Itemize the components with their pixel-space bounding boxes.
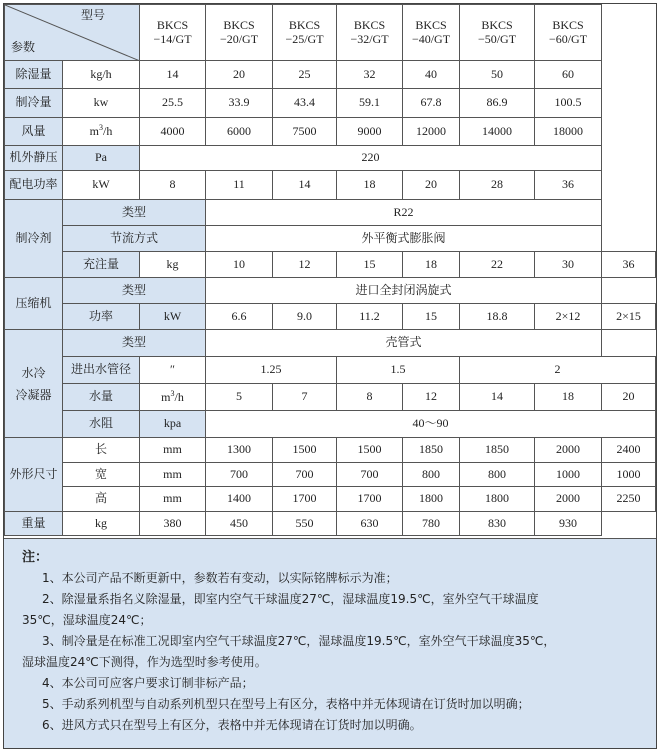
value-cell: 20 (403, 171, 460, 200)
row-condenser-water (5, 384, 656, 411)
value-cell: 1700 (273, 487, 337, 512)
value-cell: 2000 (535, 438, 602, 463)
value-cell: 15 (403, 304, 460, 330)
value-cell: 1.25 (206, 357, 337, 384)
value-cell: 1000 (535, 463, 602, 487)
unit-cell: mm (140, 438, 206, 463)
value-cell: 20 (206, 61, 273, 89)
value-cell: 1.5 (337, 357, 460, 384)
value-cell: 2000 (535, 487, 602, 512)
value-cell: 800 (460, 463, 535, 487)
value-cell: 22 (460, 252, 535, 278)
model-header-cell (403, 5, 460, 61)
value-cell: 2250 (602, 487, 656, 512)
row-condenser-pipe (5, 357, 656, 384)
row-dim-height (5, 487, 656, 512)
value-cell: 7 (273, 384, 337, 411)
value-cell: 2×15 (602, 304, 656, 330)
value-cell: 700 (273, 463, 337, 487)
value-cell: 36 (602, 252, 656, 278)
value-cell: 630 (337, 512, 403, 536)
model-name: BKCS (415, 18, 447, 33)
value-cell: 25.5 (140, 89, 206, 118)
unit-cell: kg (63, 512, 140, 536)
note-line: 6、进风方式只在型号上有区分，表格中并无体现请在订货时加以明确。 (42, 718, 422, 732)
value-cell: 14000 (460, 118, 535, 146)
value-cell: 2×12 (535, 304, 602, 330)
value-cell: 40～90 (206, 411, 656, 438)
note-line: 3、制冷量是在标准工况即室内空气干球温度27℃，湿球温度19.5℃，室外空气干球温度35℃， (42, 634, 556, 648)
value-cell: 1500 (337, 438, 403, 463)
value-cell: 700 (206, 463, 273, 487)
value-cell: 25 (273, 61, 337, 89)
value-cell: R22 (206, 200, 602, 226)
value-cell: 8 (140, 171, 206, 200)
row-compressor-type (5, 278, 656, 304)
unit-tail: /h (103, 124, 113, 139)
value-cell: 550 (273, 512, 337, 536)
header-row (5, 5, 656, 61)
value-cell: 18.8 (460, 304, 535, 330)
sub-label: 类型 (63, 330, 206, 357)
value-cell: 700 (337, 463, 403, 487)
value-cell: 86.9 (460, 89, 535, 118)
model-name: BKCS (223, 18, 255, 33)
note-line: 35℃，湿球温度24℃； (22, 613, 152, 627)
value-cell: 1000 (602, 463, 656, 487)
value-cell: 59.1 (337, 89, 403, 118)
group-label-refrigerant: 制冷剂 (5, 200, 63, 278)
value-cell: 1800 (460, 487, 535, 512)
sub-label: 高 (63, 487, 140, 512)
model-suffix: −20/GT (219, 31, 259, 46)
sub-label: 水阻 (63, 411, 140, 438)
sub-label: 节流方式 (63, 226, 206, 252)
row-cooling (5, 89, 656, 118)
row-condenser-type (5, 330, 656, 357)
row-static-pressure (5, 146, 656, 171)
model-header-cell (535, 5, 602, 61)
value-cell: 1400 (206, 487, 273, 512)
model-suffix: −25/GT (285, 31, 324, 46)
note-line: 2、除湿量系指名义除湿量，即室内空气干球温度27℃，湿球温度19.5℃，室外空气干球温度 (42, 592, 539, 606)
model-name: BKCS (288, 18, 321, 33)
model-header-cell (460, 5, 535, 61)
value-cell: 2400 (602, 438, 656, 463)
sub-label: 类型 (63, 200, 206, 226)
notes-title: 注： (22, 550, 49, 565)
row-label: 除湿量 (5, 61, 63, 89)
row-refrigerant-charge (5, 252, 656, 278)
sub-label: 水量 (63, 384, 140, 411)
unit-cell: kW (63, 171, 140, 200)
value-cell: 进口全封闭涡旋式 (206, 278, 602, 304)
value-cell: 50 (460, 61, 535, 89)
unit-cell (140, 384, 206, 411)
value-cell: 6.6 (206, 304, 273, 330)
note-line: 5、手动系列机型与自动系列机型只在型号上有区分，表格中并无体现请在订货时加以明确； (42, 697, 530, 711)
condenser-label-2: 冷凝器 (15, 387, 52, 402)
model-suffix: −50/GT (477, 31, 517, 46)
note-line: 4、本公司可应客户要求订制非标产品； (42, 676, 254, 690)
row-label: 机外静压 (5, 146, 63, 171)
model-name: BKCS (156, 18, 189, 33)
value-cell: 12 (273, 252, 337, 278)
group-label-condenser (5, 330, 63, 438)
value-cell: 33.9 (206, 89, 273, 118)
unit-cell: mm (140, 487, 206, 512)
unit-cell: kg (140, 252, 206, 278)
value-cell: 9.0 (273, 304, 337, 330)
value-cell: 100.5 (535, 89, 602, 118)
sub-label: 功率 (63, 304, 140, 330)
model-suffix: −32/GT (350, 31, 389, 46)
value-cell: 20 (602, 384, 656, 411)
value-cell: 2 (460, 357, 656, 384)
model-header-cell (140, 5, 206, 61)
model-header-cell (206, 5, 273, 61)
value-cell: 外平衡式膨胀阀 (206, 226, 602, 252)
value-cell: 32 (337, 61, 403, 89)
sub-label: 长 (63, 438, 140, 463)
row-power (5, 171, 656, 200)
value-cell: 1850 (460, 438, 535, 463)
value-cell: 11 (206, 171, 273, 200)
value-cell: 380 (140, 512, 206, 536)
row-label: 制冷量 (5, 89, 63, 118)
spec-table (4, 4, 656, 536)
value-cell: 8 (337, 384, 403, 411)
unit-base: m (161, 389, 171, 404)
value-cell: 9000 (337, 118, 403, 146)
group-label-dimensions: 外形尺寸 (5, 438, 63, 512)
value-cell: 220 (140, 146, 602, 171)
unit-cell: kg/h (63, 61, 140, 89)
value-cell: 12 (403, 384, 460, 411)
unit-base: m (89, 124, 99, 139)
sub-label: 类型 (63, 278, 206, 304)
value-cell: 67.8 (403, 89, 460, 118)
model-name: BKCS (353, 18, 386, 33)
row-compressor-power (5, 304, 656, 330)
value-cell: 450 (206, 512, 273, 536)
row-dim-width (5, 463, 656, 487)
value-cell: 28 (460, 171, 535, 200)
unit-cell: mm (140, 463, 206, 487)
row-weight (5, 512, 656, 536)
value-cell: 30 (535, 252, 602, 278)
value-cell: 12000 (403, 118, 460, 146)
row-dim-length (5, 438, 656, 463)
value-cell: 5 (206, 384, 273, 411)
value-cell: 壳管式 (206, 330, 602, 357)
model-header-cell (337, 5, 403, 61)
note-line: 湿球温度24℃下测得，作为选型时参考使用。 (22, 655, 267, 669)
value-cell: 18 (535, 384, 602, 411)
model-header-cell (273, 5, 337, 61)
value-cell: 36 (535, 171, 602, 200)
model-name: BKCS (481, 18, 513, 33)
unit-sup: 3 (170, 388, 175, 398)
value-cell: 6000 (206, 118, 273, 146)
value-cell: 18 (337, 171, 403, 200)
model-name: BKCS (552, 18, 584, 33)
value-cell: 930 (535, 512, 602, 536)
unit-cell: Pa (63, 146, 140, 171)
value-cell: 1500 (273, 438, 337, 463)
row-refrigerant-throttle (5, 226, 656, 252)
value-cell: 60 (535, 61, 602, 89)
value-cell: 15 (337, 252, 403, 278)
row-dehumid (5, 61, 656, 89)
header-corner-cell (5, 5, 140, 61)
unit-tail: /h (174, 389, 184, 404)
value-cell: 40 (403, 61, 460, 89)
unit-cell (63, 118, 140, 146)
unit-cell: ″ (140, 357, 206, 384)
value-cell: 1300 (206, 438, 273, 463)
row-label: 配电功率 (5, 171, 63, 200)
value-cell: 1700 (337, 487, 403, 512)
unit-cell: kw (63, 89, 140, 118)
model-suffix: −14/GT (153, 31, 192, 46)
unit-sup: 3 (99, 123, 103, 133)
value-cell: 780 (403, 512, 460, 536)
sub-label: 进出水管径 (63, 357, 140, 384)
value-cell: 10 (206, 252, 273, 278)
row-condenser-resist (5, 411, 656, 438)
value-cell: 1850 (403, 438, 460, 463)
value-cell: 4000 (140, 118, 206, 146)
row-airflow (5, 118, 656, 146)
notes-section (4, 538, 656, 748)
sub-label: 宽 (63, 463, 140, 487)
model-suffix: −40/GT (411, 31, 451, 46)
condenser-label-1: 水冷 (21, 365, 46, 380)
unit-cell: kpa (140, 411, 206, 438)
value-cell: 11.2 (337, 304, 403, 330)
param-label: 参数 (11, 39, 36, 54)
value-cell: 14 (273, 171, 337, 200)
model-label: 型号 (80, 8, 105, 22)
row-label: 重量 (5, 512, 63, 536)
value-cell: 800 (403, 463, 460, 487)
value-cell: 1800 (403, 487, 460, 512)
spec-sheet (3, 3, 657, 749)
row-refrigerant-type (5, 200, 656, 226)
value-cell: 14 (140, 61, 206, 89)
value-cell: 18 (403, 252, 460, 278)
note-line: 1、本公司产品不断更新中，参数若有变动，以实际铭牌标示为准； (42, 571, 398, 585)
value-cell: 830 (460, 512, 535, 536)
value-cell: 43.4 (273, 89, 337, 118)
model-suffix: −60/GT (548, 31, 588, 46)
sub-label: 充注量 (63, 252, 140, 278)
row-label: 风量 (5, 118, 63, 146)
unit-cell: kW (140, 304, 206, 330)
value-cell: 7500 (273, 118, 337, 146)
group-label-compressor: 压缩机 (5, 278, 63, 330)
value-cell: 14 (460, 384, 535, 411)
value-cell: 18000 (535, 118, 602, 146)
